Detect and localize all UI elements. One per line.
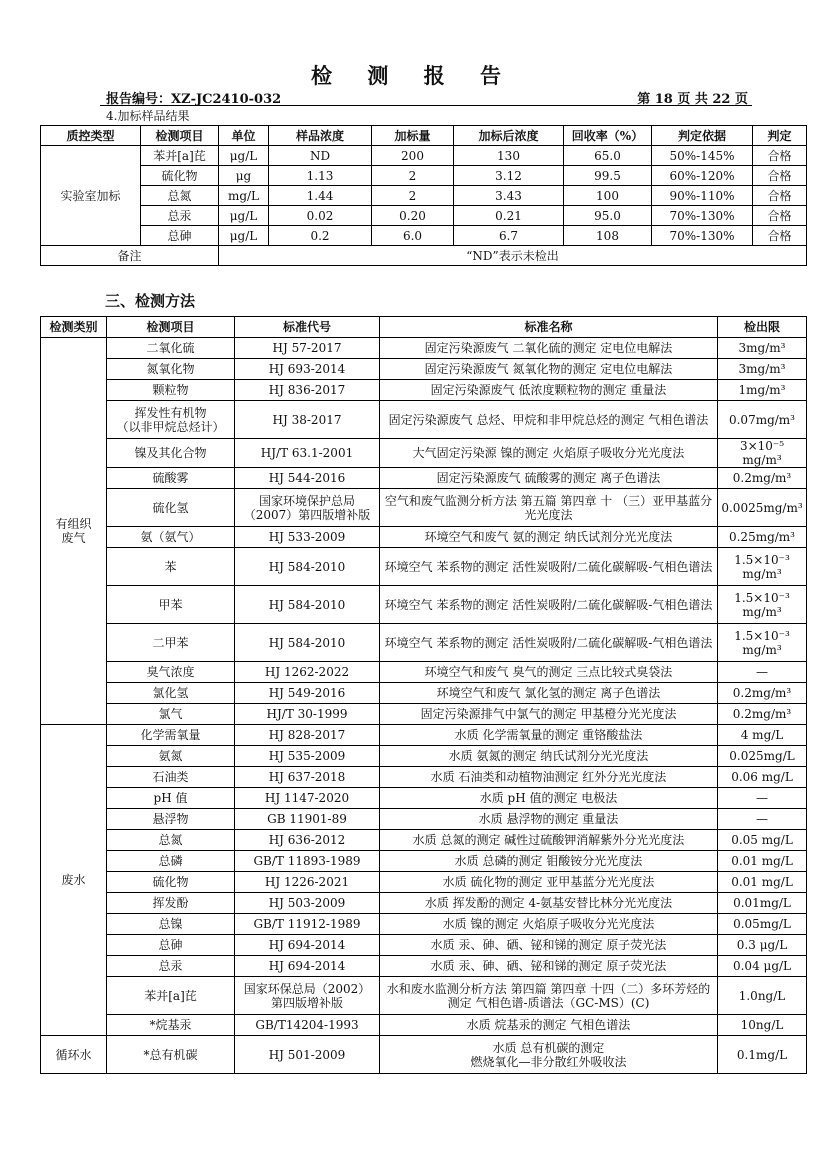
standard-name: 水质 化学需氧量的测定 重铬酸盐法 [380, 725, 718, 746]
detection-limit: 0.01 mg/L [718, 872, 807, 893]
detection-limit: 0.01mg/L [718, 893, 807, 914]
method-row [41, 1015, 807, 1036]
detection-limit: 0.025mg/L [718, 746, 807, 767]
qc-type-cell: 实验室加标 [41, 146, 141, 246]
qc-cell: 95.0 [564, 206, 652, 226]
qc-cell: 1.44 [269, 186, 372, 206]
standard-name: 水质 烷基汞的测定 气相色谱法 [380, 1015, 718, 1036]
methods-header-cell: 检出限 [718, 317, 807, 338]
detection-limit: 0.1mg/L [718, 1036, 807, 1074]
qc-cell: 总汞 [141, 206, 219, 226]
qc-cell: 130 [454, 146, 564, 166]
category-cell: 有组织 废气 [41, 338, 107, 725]
standard-name: 固定污染源废气 二氧化硫的测定 定电位电解法 [380, 338, 718, 359]
qc-row [41, 186, 807, 206]
detection-limit: 0.2mg/m³ [718, 683, 807, 704]
report-title: 检 测 报 告 [311, 63, 515, 88]
methods-section-heading: 三、检测方法 [105, 292, 196, 310]
standard-code: HJ 828-2017 [235, 725, 380, 746]
methods-header-cell: 检测项目 [107, 317, 235, 338]
test-item: pH 值 [107, 788, 235, 809]
standard-code: HJ 637-2018 [235, 767, 380, 788]
standard-code: GB/T14204-1993 [235, 1015, 380, 1036]
qc-cell: 99.5 [564, 166, 652, 186]
qc-cell: μg/L [219, 206, 269, 226]
detection-limit: 3mg/m³ [718, 338, 807, 359]
qc-header-cell: 样品浓度 [269, 126, 372, 146]
qc-cell: 108 [564, 226, 652, 246]
standard-name: 大气固定污染源 镍的测定 火焰原子吸收分光光度法 [380, 439, 718, 468]
report-number: 报告编号：XZ-JC2410-032 [106, 92, 282, 107]
detection-limit: 3mg/m³ [718, 359, 807, 380]
method-row [41, 1036, 807, 1074]
standard-code: HJ 694-2014 [235, 935, 380, 956]
qc-cell: 65.0 [564, 146, 652, 166]
qc-cell: ND [269, 146, 372, 166]
standard-code: HJ 836-2017 [235, 380, 380, 401]
standard-code: HJ 694-2014 [235, 956, 380, 977]
qc-header-cell: 质控类型 [41, 126, 141, 146]
method-row [41, 586, 807, 624]
standard-name: 水质 汞、砷、硒、铋和锑的测定 原子荧光法 [380, 935, 718, 956]
test-item: 苯 [107, 548, 235, 586]
detection-limit: 1mg/m³ [718, 380, 807, 401]
detection-limit: 0.01 mg/L [718, 851, 807, 872]
qc-header-cell: 加标量 [372, 126, 454, 146]
detection-limit: 0.2mg/m³ [718, 704, 807, 725]
method-row [41, 662, 807, 683]
method-row [41, 704, 807, 725]
detection-limit: — [718, 788, 807, 809]
detection-limit: 0.25mg/m³ [718, 527, 807, 548]
method-row [41, 788, 807, 809]
standard-code: GB 11901-89 [235, 809, 380, 830]
method-row [41, 380, 807, 401]
method-row [41, 851, 807, 872]
remark-label: 备注 [41, 246, 219, 266]
standard-code: HJ 501-2009 [235, 1036, 380, 1074]
qc-cell: 6.7 [454, 226, 564, 246]
test-item: 总砷 [107, 935, 235, 956]
qc-cell: 0.02 [269, 206, 372, 226]
standard-name: 水质 总有机碳的测定 燃烧氧化—非分散红外吸收法 [380, 1036, 718, 1074]
method-row [41, 830, 807, 851]
test-item: 二甲苯 [107, 624, 235, 662]
method-row [41, 338, 807, 359]
qc-header-cell: 加标后浓度 [454, 126, 564, 146]
standard-code: HJ 1226-2021 [235, 872, 380, 893]
method-row [41, 439, 807, 468]
standard-name: 环境空气 苯系物的测定 活性炭吸附/二硫化碳解吸-气相色谱法 [380, 586, 718, 624]
detection-limit: 0.04 μg/L [718, 956, 807, 977]
standard-code: HJ 38-2017 [235, 401, 380, 439]
detection-limit: 0.05mg/L [718, 914, 807, 935]
qc-cell: 3.43 [454, 186, 564, 206]
spike-results-table [40, 125, 807, 266]
test-item: 氯气 [107, 704, 235, 725]
qc-cell: 2 [372, 166, 454, 186]
method-row [41, 468, 807, 489]
methods-header-cell: 标准名称 [380, 317, 718, 338]
method-row [41, 914, 807, 935]
qc-cell: 1.13 [269, 166, 372, 186]
standard-code: HJ 584-2010 [235, 548, 380, 586]
detection-limit: 3×10⁻⁵ mg/m³ [718, 439, 807, 468]
detection-limit: 0.06 mg/L [718, 767, 807, 788]
standard-name: 环境空气 苯系物的测定 活性炭吸附/二硫化碳解吸-气相色谱法 [380, 548, 718, 586]
method-row [41, 872, 807, 893]
test-item: 镍及其化合物 [107, 439, 235, 468]
detection-limit: 0.2mg/m³ [718, 468, 807, 489]
test-item: 石油类 [107, 767, 235, 788]
standard-name: 固定污染源废气 低浓度颗粒物的测定 重量法 [380, 380, 718, 401]
standard-code: HJ/T 30-1999 [235, 704, 380, 725]
test-item: 氮氧化物 [107, 359, 235, 380]
qc-cell: 合格 [753, 206, 807, 226]
standard-code: GB/T 11893-1989 [235, 851, 380, 872]
qc-cell: μg/L [219, 226, 269, 246]
qc-row [41, 206, 807, 226]
qc-cell: 合格 [753, 226, 807, 246]
standard-name: 水和废水监测分析方法 第四篇 第四章 十四（二）多环芳烃的测定 气相色谱-质谱法（GC-MS）(C) [380, 977, 718, 1015]
test-item: 硫酸雾 [107, 468, 235, 489]
qc-cell: mg/L [219, 186, 269, 206]
method-row [41, 489, 807, 527]
standard-code: HJ 535-2009 [235, 746, 380, 767]
standard-code: HJ 636-2012 [235, 830, 380, 851]
test-item: 挥发酚 [107, 893, 235, 914]
method-row [41, 401, 807, 439]
qc-cell: 0.2 [269, 226, 372, 246]
standard-name: 水质 汞、砷、硒、铋和锑的测定 原子荧光法 [380, 956, 718, 977]
qc-cell: 0.20 [372, 206, 454, 226]
standard-code: HJ 693-2014 [235, 359, 380, 380]
header-divider [100, 105, 752, 106]
qc-cell: 合格 [753, 166, 807, 186]
standard-code: 国家环境保护总局 （2007）第四版增补版 [235, 489, 380, 527]
test-item: 甲苯 [107, 586, 235, 624]
standard-name: 固定污染源废气 总烃、甲烷和非甲烷总烃的测定 气相色谱法 [380, 401, 718, 439]
test-item: *烷基汞 [107, 1015, 235, 1036]
qc-cell: 0.21 [454, 206, 564, 226]
standard-name: 环境空气 苯系物的测定 活性炭吸附/二硫化碳解吸-气相色谱法 [380, 624, 718, 662]
qc-cell: 苯并[a]芘 [141, 146, 219, 166]
qc-cell: 合格 [753, 146, 807, 166]
qc-header-cell: 单位 [219, 126, 269, 146]
test-item: 总镍 [107, 914, 235, 935]
method-row [41, 767, 807, 788]
test-item: 二氧化硫 [107, 338, 235, 359]
method-row [41, 527, 807, 548]
standard-name: 水质 石油类和动植物油测定 红外分光光度法 [380, 767, 718, 788]
standard-code: 国家环保总局（2002） 第四版增补版 [235, 977, 380, 1015]
method-row [41, 725, 807, 746]
detection-limit: 1.5×10⁻³ mg/m³ [718, 586, 807, 624]
standard-code: HJ 503-2009 [235, 893, 380, 914]
test-item: 苯并[a]芘 [107, 977, 235, 1015]
test-item: 总磷 [107, 851, 235, 872]
remark-text: “ND”表示未检出 [219, 246, 807, 266]
test-item: 氯化氢 [107, 683, 235, 704]
standard-code: HJ 584-2010 [235, 624, 380, 662]
category-cell: 循环水 [41, 1036, 107, 1074]
qc-cell: μg [219, 166, 269, 186]
qc-cell: 200 [372, 146, 454, 166]
qc-cell: 总砷 [141, 226, 219, 246]
detection-limit: 0.05 mg/L [718, 830, 807, 851]
method-row [41, 809, 807, 830]
standard-name: 水质 镍的测定 火焰原子吸收分光光度法 [380, 914, 718, 935]
method-row [41, 359, 807, 380]
detection-limit: 1.5×10⁻³ mg/m³ [718, 548, 807, 586]
qc-header-cell: 判定依据 [652, 126, 753, 146]
detection-limit: 1.0ng/L [718, 977, 807, 1015]
test-item: 悬浮物 [107, 809, 235, 830]
qc-cell: 50%-145% [652, 146, 753, 166]
detection-limit: — [718, 662, 807, 683]
qc-row [41, 166, 807, 186]
qc-header-cell: 判定 [753, 126, 807, 146]
qc-cell: 3.12 [454, 166, 564, 186]
standard-name: 固定污染源废气 氮氧化物的测定 定电位电解法 [380, 359, 718, 380]
method-row [41, 624, 807, 662]
method-row [41, 746, 807, 767]
methods-header-cell: 标准代号 [235, 317, 380, 338]
standard-name: 环境空气和废气 氨的测定 纳氏试剂分光光度法 [380, 527, 718, 548]
method-row [41, 683, 807, 704]
standard-name: 固定污染源废气 硫酸雾的测定 离子色谱法 [380, 468, 718, 489]
standard-name: 水质 挥发酚的测定 4-氨基安替比林分光光度法 [380, 893, 718, 914]
test-item: 硫化物 [107, 872, 235, 893]
test-item: 氨氮 [107, 746, 235, 767]
test-item: 化学需氧量 [107, 725, 235, 746]
test-item: 硫化氢 [107, 489, 235, 527]
qc-cell: 硫化物 [141, 166, 219, 186]
standard-name: 水质 总氮的测定 碱性过硫酸钾消解紫外分光光度法 [380, 830, 718, 851]
standard-name: 水质 悬浮物的测定 重量法 [380, 809, 718, 830]
qc-cell: μg/L [219, 146, 269, 166]
standard-name: 水质 氨氮的测定 纳氏试剂分光光度法 [380, 746, 718, 767]
standard-name: 水质 硫化物的测定 亚甲基蓝分光光度法 [380, 872, 718, 893]
qc-cell: 70%-130% [652, 206, 753, 226]
qc-header-cell: 检测项目 [141, 126, 219, 146]
standard-name: 固定污染源排气中氯气的测定 甲基橙分光光度法 [380, 704, 718, 725]
methods-header-cell: 检测类别 [41, 317, 107, 338]
standard-name: 水质 总磷的测定 钼酸铵分光光度法 [380, 851, 718, 872]
qc-cell: 60%-120% [652, 166, 753, 186]
qc-header-cell: 回收率（%） [564, 126, 652, 146]
qc-cell: 90%-110% [652, 186, 753, 206]
standard-code: HJ 1147-2020 [235, 788, 380, 809]
qc-cell: 合格 [753, 186, 807, 206]
standard-code: HJ 57-2017 [235, 338, 380, 359]
standard-code: HJ/T 63.1-2001 [235, 439, 380, 468]
detection-limit: 1.5×10⁻³ mg/m³ [718, 624, 807, 662]
detection-limit: 0.3 μg/L [718, 935, 807, 956]
qc-cell: 总氮 [141, 186, 219, 206]
standard-code: HJ 584-2010 [235, 586, 380, 624]
method-row [41, 956, 807, 977]
detection-limit: 4 mg/L [718, 725, 807, 746]
standard-name: 环境空气和废气 臭气的测定 三点比较式臭袋法 [380, 662, 718, 683]
detection-limit: 0.07mg/m³ [718, 401, 807, 439]
method-row [41, 977, 807, 1015]
qc-cell: 2 [372, 186, 454, 206]
test-item: 挥发性有机物 （以非甲烷总烃计） [107, 401, 235, 439]
standard-code: HJ 1262-2022 [235, 662, 380, 683]
test-item: 颗粒物 [107, 380, 235, 401]
test-item: 总汞 [107, 956, 235, 977]
method-row [41, 893, 807, 914]
qc-row [41, 226, 807, 246]
standard-name: 空气和废气监测分析方法 第五篇 第四章 十 （三）亚甲基蓝分光光度法 [380, 489, 718, 527]
test-item: *总有机碳 [107, 1036, 235, 1074]
qc-row [41, 146, 807, 166]
page-indicator: 第 18 页 共 22 页 [637, 92, 748, 107]
category-cell: 废水 [41, 725, 107, 1036]
detection-limit: — [718, 809, 807, 830]
qc-remark-row [41, 246, 807, 266]
method-row [41, 935, 807, 956]
test-item: 氨（氨气） [107, 527, 235, 548]
methods-table [40, 316, 807, 1074]
detection-limit: 0.0025mg/m³ [718, 489, 807, 527]
standard-code: HJ 544-2016 [235, 468, 380, 489]
qc-cell: 100 [564, 186, 652, 206]
qc-cell: 70%-130% [652, 226, 753, 246]
standard-code: GB/T 11912-1989 [235, 914, 380, 935]
test-item: 臭气浓度 [107, 662, 235, 683]
detection-limit: 10ng/L [718, 1015, 807, 1036]
test-item: 总氮 [107, 830, 235, 851]
standard-name: 环境空气和废气 氯化氢的测定 离子色谱法 [380, 683, 718, 704]
standard-code: HJ 549-2016 [235, 683, 380, 704]
qc-cell: 6.0 [372, 226, 454, 246]
qc-section-heading: 4.加标样品结果 [106, 109, 190, 123]
method-row [41, 548, 807, 586]
standard-code: HJ 533-2009 [235, 527, 380, 548]
standard-name: 水质 pH 值的测定 电极法 [380, 788, 718, 809]
